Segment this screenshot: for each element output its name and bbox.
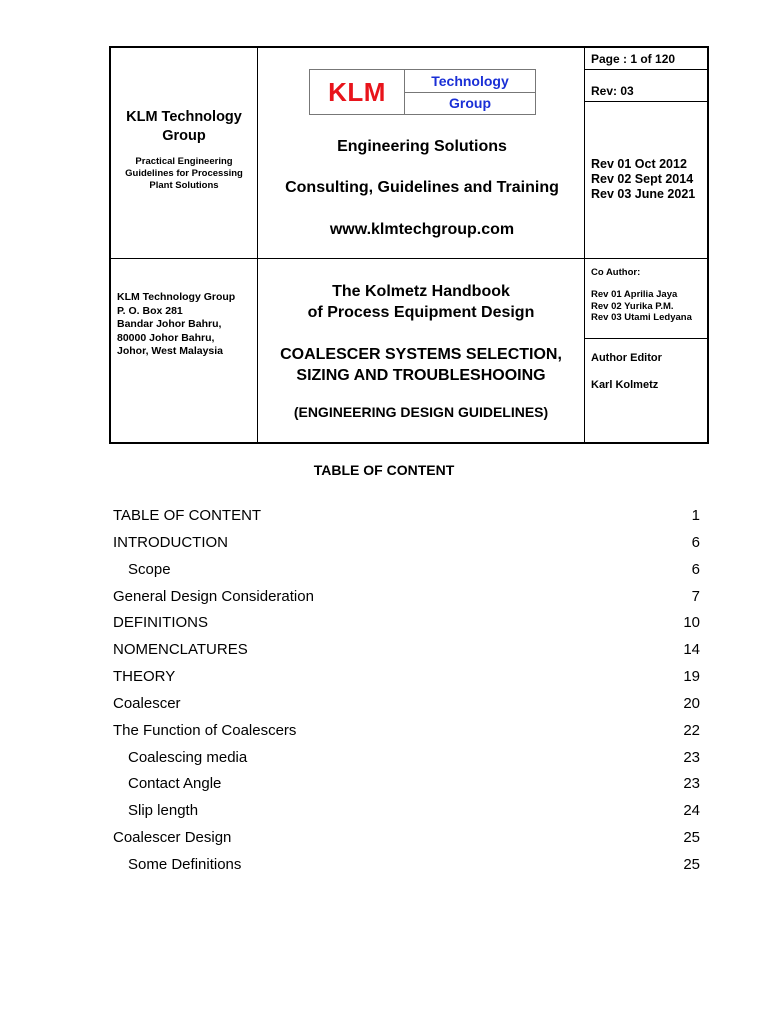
toc-entry[interactable] xyxy=(113,720,700,747)
company-tagline xyxy=(111,156,257,192)
toc-entry-page: 25 xyxy=(683,829,700,847)
subject-line2: SIZING AND TROUBLESHOOING xyxy=(296,367,546,384)
toc-entry-page: 22 xyxy=(683,721,700,739)
toc-entry-label: TABLE OF CONTENT xyxy=(113,507,262,524)
handbook-title xyxy=(258,281,584,323)
revision-entry: Rev 03 June 2021 xyxy=(591,187,696,201)
divider xyxy=(111,258,707,259)
consulting-line: Consulting, Guidelines and Training xyxy=(285,179,559,196)
toc-entry-label: The Function of Coalescers xyxy=(113,721,297,739)
address-line: KLM Technology Group xyxy=(117,291,236,303)
revision-history xyxy=(591,157,695,202)
toc-entry[interactable] xyxy=(113,612,700,639)
subject-line1: COALESCER SYSTEMS SELECTION, xyxy=(280,346,562,363)
toc-entry-label: Some Definitions xyxy=(128,855,242,873)
co-author-entry: Rev 02 Yurika P.M. xyxy=(591,300,674,312)
toc-entry-page: 20 xyxy=(683,694,700,712)
toc-entry-label: Coalescer xyxy=(113,694,181,712)
co-author-label: Co Author: xyxy=(591,267,641,278)
toc-entry-label: Contact Angle xyxy=(128,775,222,793)
toc-heading: TABLE OF CONTENT xyxy=(313,462,455,478)
toc-entry[interactable] xyxy=(113,559,700,586)
toc-entry-label: Coalescer Design xyxy=(113,829,232,847)
co-author-list xyxy=(591,289,692,324)
toc-entry-page: 19 xyxy=(683,668,700,686)
address-line: 80000 Johor Bahru, xyxy=(117,331,215,344)
toc-entry-page: 14 xyxy=(683,641,700,659)
logo-group-text: Group xyxy=(449,95,491,111)
toc-entry-page: 7 xyxy=(691,587,700,605)
company-address xyxy=(117,291,235,359)
toc-entry-label: INTRODUCTION xyxy=(113,533,228,551)
toc-entry[interactable] xyxy=(113,586,700,613)
divider xyxy=(584,48,585,442)
toc-entry[interactable] xyxy=(113,505,700,532)
toc-entry-label: NOMENCLATURES xyxy=(113,641,248,659)
toc-entry[interactable] xyxy=(113,666,700,693)
logo-klm-text: KLM xyxy=(310,70,405,114)
toc-entry-label: Slip length xyxy=(128,802,199,820)
address-line: Johor, West Malaysia xyxy=(117,345,224,357)
tagline-line3: Plant Solutions xyxy=(149,180,219,191)
toc-entry-page: 10 xyxy=(683,614,700,632)
toc-entry-page: 25 xyxy=(683,855,700,873)
address-line: Bandar Johor Bahru, xyxy=(117,318,222,330)
toc-entry-page: 24 xyxy=(683,802,700,820)
toc-entry-label: General Design Consideration xyxy=(113,587,314,605)
tagline-line2: Guidelines for Processing xyxy=(125,168,243,179)
toc-entry[interactable] xyxy=(113,800,700,827)
tagline-line1: Practical Engineering xyxy=(135,156,233,167)
subject-title xyxy=(258,344,584,386)
company-name-line2: Group xyxy=(162,128,206,144)
handbook-title-line1: The Kolmetz Handbook xyxy=(332,283,510,300)
co-author-entry: Rev 01 Aprilia Jaya xyxy=(591,289,678,300)
co-author-entry: Rev 03 Utami Ledyana xyxy=(591,312,692,323)
divider xyxy=(584,338,707,339)
divider xyxy=(584,101,707,102)
toc-entry-page: 1 xyxy=(691,507,700,524)
revision-number: Rev: 03 xyxy=(591,84,634,98)
address-line: P. O. Box 281 xyxy=(117,304,183,317)
toc-entry-label: THEORY xyxy=(113,668,176,686)
company-block xyxy=(111,108,257,192)
toc-entry-label: DEFINITIONS xyxy=(113,614,209,632)
logo-technology-text: Technology xyxy=(405,70,535,93)
toc-entry[interactable] xyxy=(113,854,700,881)
header-table xyxy=(109,46,709,444)
table-of-contents xyxy=(113,505,700,881)
author-editor-label: Author Editor xyxy=(591,352,662,364)
engineering-solutions: Engineering Solutions xyxy=(337,138,507,155)
toc-entry-page: 6 xyxy=(691,533,700,551)
toc-entry[interactable] xyxy=(113,747,700,774)
toc-entry[interactable] xyxy=(113,827,700,854)
toc-entry-page: 23 xyxy=(683,775,700,793)
toc-entry-label: Scope xyxy=(128,560,171,578)
toc-entry-label: Coalescing media xyxy=(128,748,248,766)
page-number: Page : 1 of 120 xyxy=(591,52,676,66)
toc-entry-page: 6 xyxy=(691,560,700,578)
revision-entry: Rev 01 Oct 2012 xyxy=(591,157,687,171)
toc-entry[interactable] xyxy=(113,773,700,800)
company-name-line1: KLM Technology xyxy=(126,109,242,125)
klm-logo xyxy=(309,69,536,115)
divider xyxy=(584,69,707,70)
toc-entry-page: 23 xyxy=(683,748,700,766)
revision-entry: Rev 02 Sept 2014 xyxy=(591,172,694,186)
guidelines-label: (ENGINEERING DESIGN GUIDELINES) xyxy=(293,404,549,420)
handbook-title-line2: of Process Equipment Design xyxy=(307,304,535,321)
website-link[interactable]: www.klmtechgroup.com xyxy=(329,221,515,238)
toc-entry[interactable] xyxy=(113,693,700,720)
author-editor-name: Karl Kolmetz xyxy=(591,379,659,391)
toc-entry[interactable] xyxy=(113,532,700,559)
toc-entry[interactable] xyxy=(113,639,700,666)
